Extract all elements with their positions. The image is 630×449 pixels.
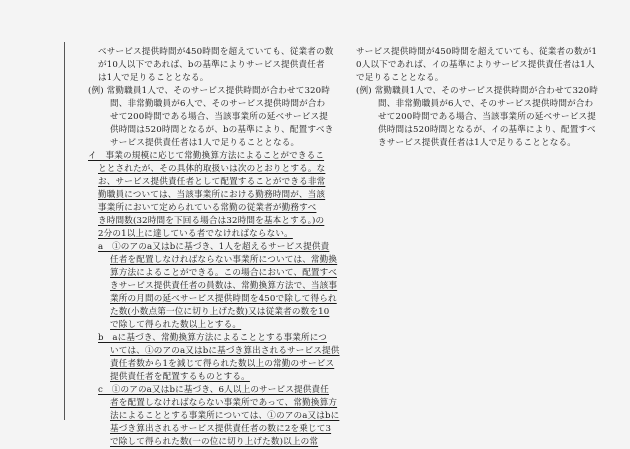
text-line: べサービス提供時間が450時間を超えていても、従業者の数 bbox=[98, 47, 334, 57]
text-line: 法によることとする事業所については、①のアのa又はbに bbox=[110, 411, 340, 421]
text-line: サービス提供責任者は1人で足りることとなる。 bbox=[110, 138, 300, 148]
text-line: 勤職員については、当該事業所における勤務時間が、当該 bbox=[98, 190, 326, 200]
text-line: で除して得られた数以上とする。 bbox=[110, 320, 242, 330]
text-line: (例) 常勤職員1人で、そのサービス提供時間が合わせて320時 bbox=[88, 86, 331, 96]
text-line: 供時間は520時間となるが、bの基準により、配置すべき bbox=[110, 125, 334, 135]
text-line: 任者を配置しなければならない事業所については、常勤換 bbox=[110, 255, 338, 265]
text-line: せて200時間である場合、当該事業所の延べサービス提 bbox=[378, 112, 596, 122]
text-line: a ①のアのa又はbに基づき、1人を超えるサービス提供責 bbox=[98, 242, 330, 252]
text-line: 提供責任者を配置するものとする。 bbox=[110, 372, 250, 382]
text-line: 業所の月間の延べサービス提供時間を450で除して得られ bbox=[110, 294, 337, 304]
text-line: b aに基づき、常勤換算方法によることとする事業所につ bbox=[98, 333, 328, 343]
text-line: きサービス提供責任者は1人で足りることとなる。 bbox=[378, 138, 576, 148]
text-line: 責任者数から1を減じて得られた数以上の常勤のサービス bbox=[110, 359, 335, 369]
text-line: が10人以下であれば、bの基準によりサービス提供責任者 bbox=[98, 60, 325, 70]
revision-margin-line bbox=[64, 42, 65, 420]
text-line: 間、非常勤職員が6人で、そのサービス提供時間が合わ bbox=[378, 99, 594, 109]
text-line: は1人で足りることとなる。 bbox=[98, 73, 209, 83]
text-line: 基づき算出されるサービス提供責任者の数に2を乗じて3 bbox=[110, 424, 332, 434]
text-line: c ①のアのa又はbに基づき、6人以上のサービス提供責任 bbox=[98, 385, 330, 395]
text-line: いては、①のアのa又はbに基づき算出されるサービス提供 bbox=[110, 346, 340, 356]
text-line: きサービス提供責任者の員数は、常勤換算方法で、当該事 bbox=[110, 281, 338, 291]
text-line: き時間数(32時間を下回る場合は32時間を基本とする。)の bbox=[98, 216, 325, 226]
text-line: ととされたが、その具体的取扱いは次のとおりとする。な bbox=[98, 164, 326, 174]
text-line: 0人以下であれば、イの基準によりサービス提供責任者は1人 bbox=[356, 60, 595, 70]
text-line: 算方法によることができる。この場合において、配置すべ bbox=[110, 268, 337, 278]
text-line: た数(小数点第一位に切り上げた数)又は従業者の数を10 bbox=[110, 307, 330, 317]
text-line: せて200時間である場合、当該事業所の延べサービス提 bbox=[110, 112, 328, 122]
text-line: 間、非常勤職員が6人で、そのサービス提供時間が合わ bbox=[110, 99, 326, 109]
text-line: イ 事業の規模に応じて常勤換算方法によることができるこ bbox=[88, 151, 325, 161]
left-column-revised-text bbox=[76, 46, 340, 449]
text-line: 事業所において定められている常勤の従業者が勤務すべ bbox=[98, 203, 317, 213]
right-column-current-text bbox=[356, 46, 599, 150]
text-line: (例) 常勤職員1人で、そのサービス提供時間が合わせて320時 bbox=[356, 86, 599, 96]
text-line: サービス提供時間が450時間を超えていても、従業者の数が1 bbox=[356, 47, 598, 57]
text-line: 者を配置しなければならない事業所であって、常勤換算方 bbox=[110, 398, 338, 408]
text-line: 2分の1以上に達している者でなければならない。 bbox=[98, 229, 293, 239]
text-line: 供時間は520時間となるが、イの基準により、配置すべ bbox=[378, 125, 596, 135]
text-line: で足りることとなる。 bbox=[356, 73, 444, 83]
text-line: で除して得られた数(一の位に切り上げた数)以上の常 bbox=[110, 437, 319, 447]
text-line: お、サービス提供責任者として配置することができる非常 bbox=[98, 177, 326, 187]
